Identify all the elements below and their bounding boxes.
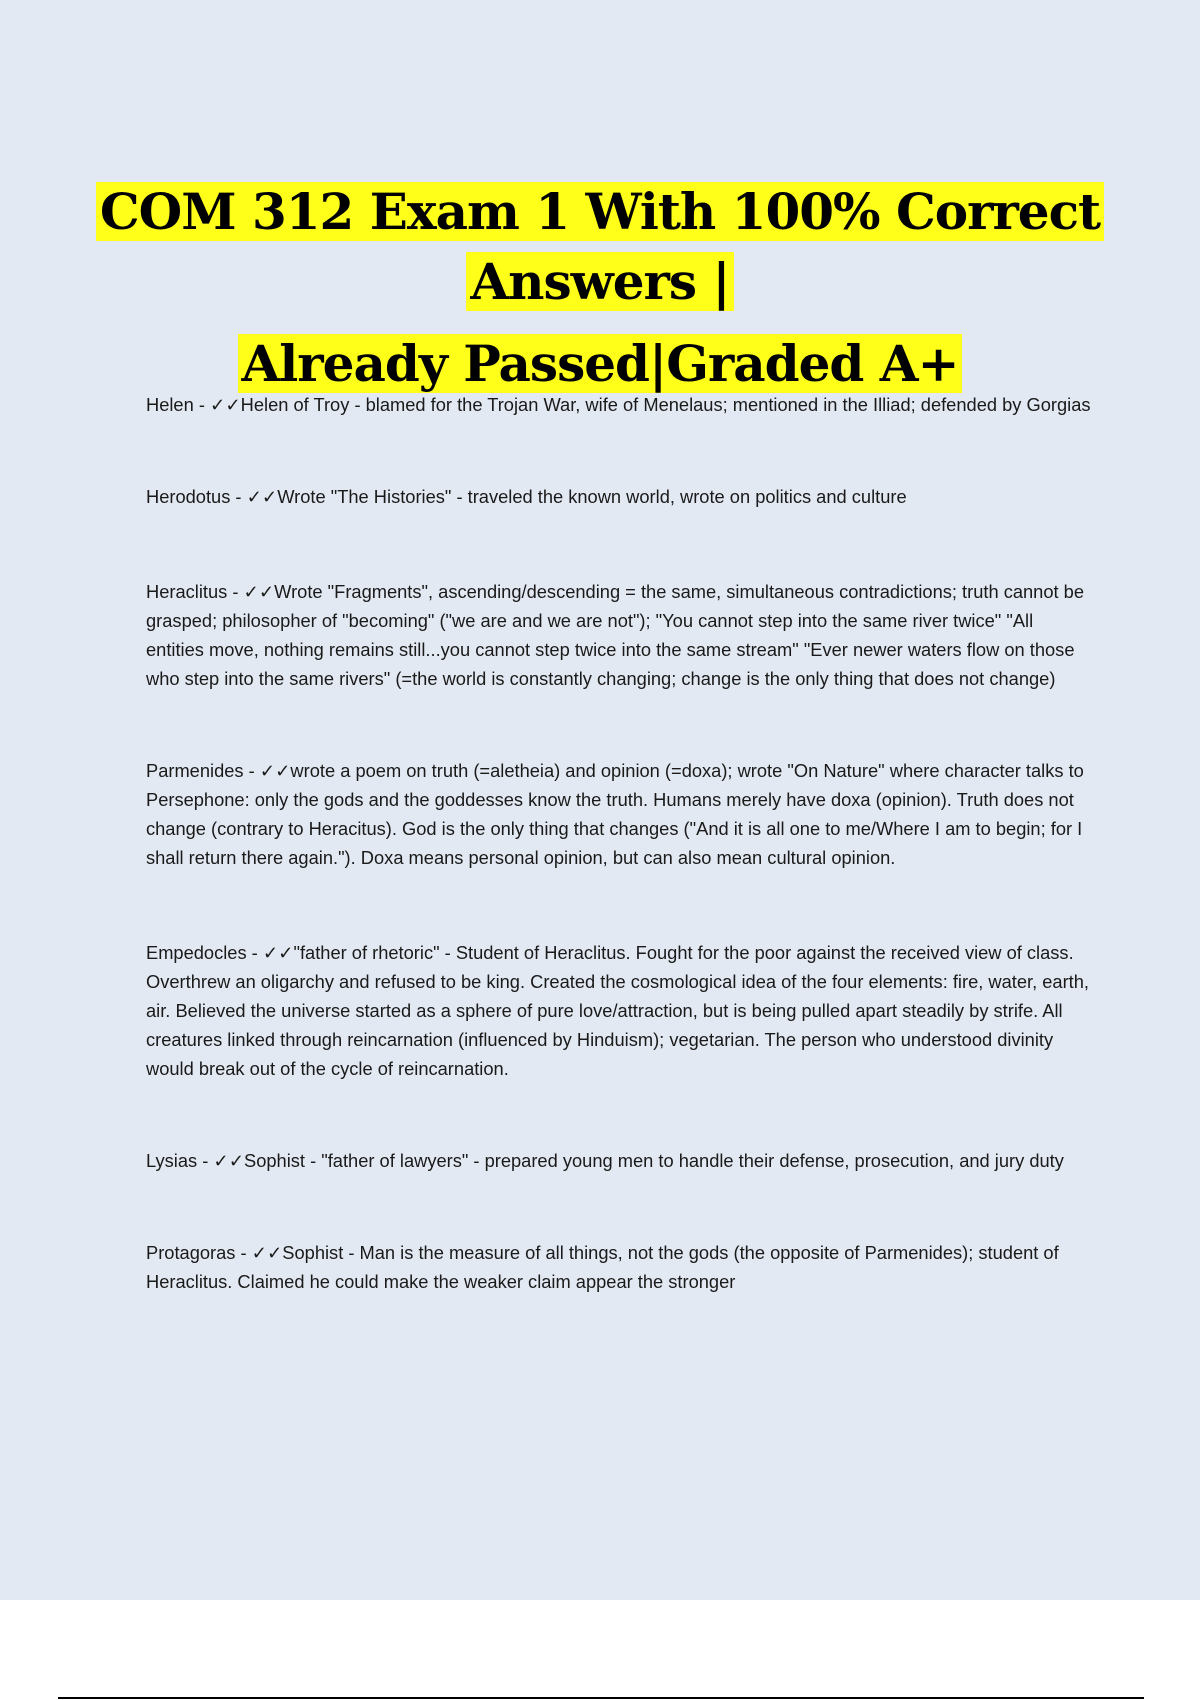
title-line-2-text: Answers | <box>466 252 733 311</box>
title-line-3 <box>0 329 1200 399</box>
title-line-1 <box>0 177 1200 247</box>
entry-lysias: Lysias - ✓✓Sophist - "father of lawyers" - prepared young men to handle their defense, prosecution, and jury duty <box>146 1150 1064 1171</box>
title-line-1-text: COM 312 Exam 1 With 100% Correct <box>96 182 1104 241</box>
entry-empedocles: Empedocles - ✓✓"father of rhetoric" - Student of Heraclitus. Fought for the poor against the received view of class. Overthrew an oligarchy and refused to be king. Created the cosmological idea of the four elements: fire, water, earth, air. Believed the universe started as a sphere of pure love/attraction, but is being pulled apart steadily by strife. All creatures linked through reincarnation (influenced by Hinduism); vegetarian. The person who understood divinity would break out of the cycle of reincarnation. <box>146 942 1090 1079</box>
entry-protagoras: Protagoras - ✓✓Sophist - Man is the measure of all things, not the gods (the opposite of Parmenides); student of Heraclitus. Claimed he could make the weaker claim appear the stronger <box>146 1242 1059 1292</box>
glossary-entries <box>146 390 1096 1296</box>
page-title <box>0 177 1200 399</box>
entry-helen: Helen - ✓✓Helen of Troy - blamed for the Trojan War, wife of Menelaus; mentioned in the Illiad; defended by Gorgias <box>146 394 1091 415</box>
entry-herodotus: Herodotus - ✓✓Wrote "The Histories" - traveled the known world, wrote on politics and culture <box>146 486 907 507</box>
title-line-3-text: Already Passed|Graded A+ <box>238 334 963 393</box>
entry-heraclitus: Heraclitus - ✓✓Wrote "Fragments", ascending/descending = the same, simultaneous contradictions; truth cannot be grasped; philosopher of "becoming" ("we are and we are not"); "You cannot step into the same river twice" "All entities move, nothing remains still...you cannot step twice into the same stream" "Ever newer waters flow on those who step into the same rivers" (=the world is constantly changing; change is the only thing that does not change) <box>146 581 1085 689</box>
title-line-2 <box>0 247 1200 317</box>
footer-divider <box>58 1697 1144 1699</box>
entry-parmenides: Parmenides - ✓✓wrote a poem on truth (=aletheia) and opinion (=doxa); wrote "On Nature" where character talks to Persephone: only the gods and the goddesses know the truth. Humans merely have doxa (opinion). Truth does not change (contrary to Heracitus). God is the only thing that changes ("And it is all one to me/Where I am to begin; for I shall return there again."). Doxa means personal opinion, but can also mean cultural opinion. <box>146 760 1084 868</box>
